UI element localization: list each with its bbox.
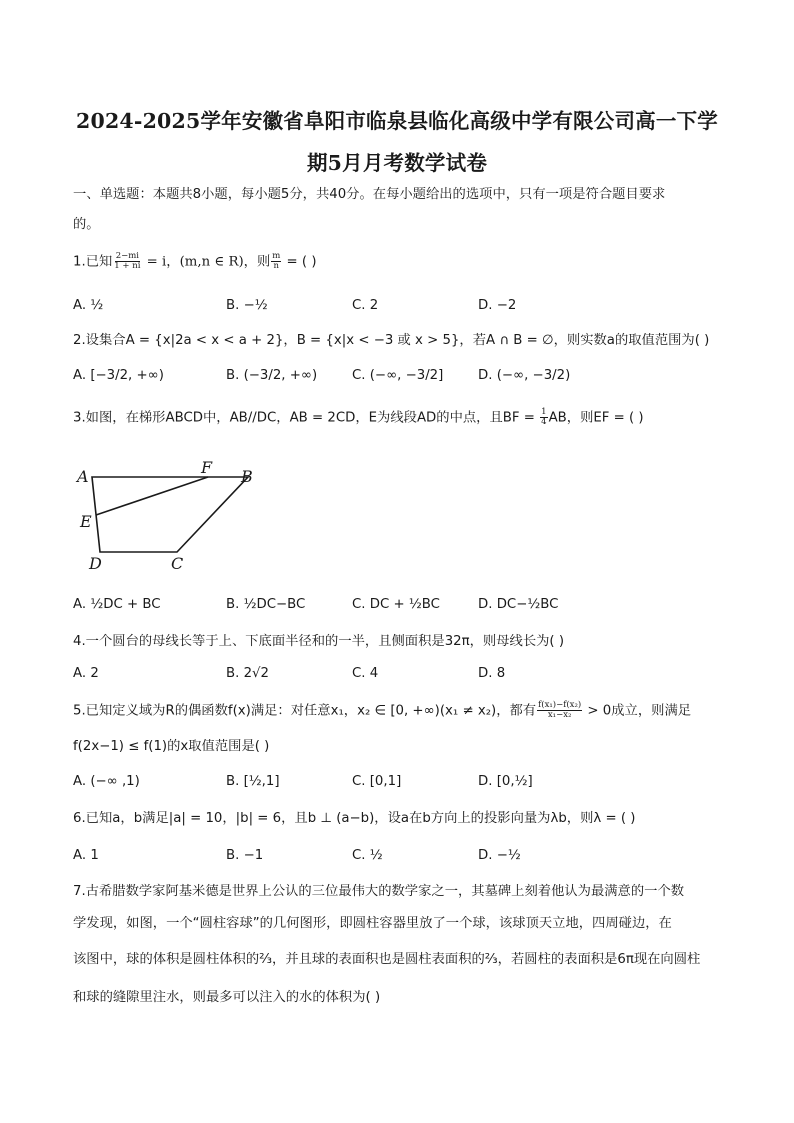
q1-option-a: A. ½ <box>73 298 104 313</box>
q5-fraction <box>537 701 582 720</box>
q3-option-a: A. ½DC + BC <box>73 597 161 612</box>
question-4: 4.一个圆台的母线长等于上、下底面半径和的一半，且侧面积是32π，则母线长为( ) <box>73 634 565 649</box>
q1-frac2-num: m <box>272 251 281 261</box>
q5-option-a: A. (−∞ ,1) <box>73 774 140 789</box>
q5-line1-pre: 5.已知定义域为R的偶函数f(x)满足：对任意x₁，x₂ ∈ [0, +∞)(x₁ ≠ x₂)，都有 <box>73 703 537 719</box>
q3-option-d: D. DC−½BC <box>478 597 559 612</box>
label-f: F <box>201 458 213 477</box>
question-7-line3: 该图中，球的体积是圆柱体积的⅔，并且球的表面积也是圆柱表面积的⅔，若圆柱的表面积是6π现在向圆柱 <box>73 952 701 967</box>
question-5-line1 <box>73 701 691 722</box>
q3-text-post: AB，则EF = ( ) <box>548 410 644 426</box>
question-2: 2.设集合A = {x|2a < x < a + 2}，B = {x|x < −3 或 x > 5}，若A ∩ B = ∅，则实数a的取值范围为( ) <box>73 333 710 348</box>
label-a: A <box>77 467 89 486</box>
q1-post: = ( ) <box>282 254 317 270</box>
section-instructions-line2: 的。 <box>73 217 100 232</box>
question-7-line4: 和球的缝隙里注水，则最多可以注入的水的体积为( ) <box>73 990 381 1005</box>
q6-option-c: C. ½ <box>352 848 383 863</box>
q2-option-d: D. (−∞, −3/2) <box>478 368 571 383</box>
q4-option-c: C. 4 <box>352 666 379 681</box>
q6-option-d: D. −½ <box>478 848 521 863</box>
q3-frac-num: 1 <box>541 407 547 417</box>
q2-option-b: B. (−3/2, +∞) <box>226 368 318 383</box>
q1-option-d: D. −2 <box>478 298 517 313</box>
q3-frac-den: 4 <box>541 417 547 427</box>
q1-fraction2 <box>271 252 281 271</box>
label-b: B <box>241 467 253 486</box>
q3-option-b: B. ½DC−BC <box>226 597 306 612</box>
question-3 <box>73 408 644 429</box>
section-instructions-line1: 一、单选题：本题共8小题，每小题5分，共40分。在每小题给出的选项中，只有一项是符合题目要求 <box>73 187 666 202</box>
trapezoid-figure <box>73 455 273 580</box>
q1-pre: 已知 <box>85 254 113 270</box>
q3-option-c: C. DC + ½BC <box>352 597 440 612</box>
q3-text-pre: 3.如图，在梯形ABCD中，AB//DC，AB = 2CD，E为线段AD的中点，且BF = <box>73 410 540 426</box>
q5-frac-num: f(x₁)−f(x₂) <box>538 700 582 710</box>
q6-option-a: A. 1 <box>73 848 99 863</box>
q1-frac-den: 1 + ni <box>114 261 141 271</box>
q6-option-b: B. −1 <box>226 848 264 863</box>
label-d: D <box>89 554 102 573</box>
q1-number: 1. <box>73 254 86 270</box>
question-7-line2: 学发现，如图，一个“圆柱容球”的几何图形，即圆柱容器里放了一个球，该球顶天立地，四周碰边，在 <box>73 916 672 931</box>
exam-title-line1: 2024-2025学年安徽省阜阳市临泉县临化高级中学有限公司高一下学 <box>76 109 718 133</box>
trapezoid-abcd <box>92 477 248 552</box>
question-6: 6.已知a，b满足|a| = 10，|b| = 6，且b ⊥ (a−b)，设a在b方向上的投影向量为λb，则λ = ( ) <box>73 811 636 826</box>
q5-line1-post: > 0成立，则满足 <box>583 703 692 719</box>
q2-option-a: A. [−3/2, +∞) <box>73 368 164 383</box>
q2-option-c: C. (−∞, −3/2] <box>352 368 444 383</box>
q1-option-c: C. 2 <box>352 298 379 313</box>
q5-option-b: B. [½,1] <box>226 774 280 789</box>
q1-mid: = i，(m,n ∈ R)，则 <box>142 254 271 270</box>
q4-option-d: D. 8 <box>478 666 506 681</box>
segment-ef <box>96 477 208 515</box>
exam-title-line2: 期5月月考数学试卷 <box>306 151 488 175</box>
q1-option-b: B. −½ <box>226 298 268 313</box>
q1-frac2-den: n <box>273 261 280 271</box>
q4-option-a: A. 2 <box>73 666 99 681</box>
question-7-line1: 7.古希腊数学家阿基米德是世界上公认的三位最伟大的数学家之一，其墓碑上刻着他认为最满意的一个数 <box>73 884 685 899</box>
question-5-line2: f(2x−1) ≤ f(1)的x取值范围是( ) <box>73 739 270 754</box>
q3-fraction <box>540 408 547 427</box>
q4-option-b: B. 2√2 <box>226 666 269 681</box>
q1-fraction <box>113 252 141 271</box>
q5-frac-den: x₁−x₂ <box>547 710 572 720</box>
q5-option-d: D. [0,½] <box>478 774 533 789</box>
label-c: C <box>171 554 184 573</box>
q5-option-c: C. [0,1] <box>352 774 402 789</box>
label-e: E <box>80 512 92 531</box>
question-1 <box>73 252 317 273</box>
q1-frac-num: 2−mi <box>115 251 139 261</box>
